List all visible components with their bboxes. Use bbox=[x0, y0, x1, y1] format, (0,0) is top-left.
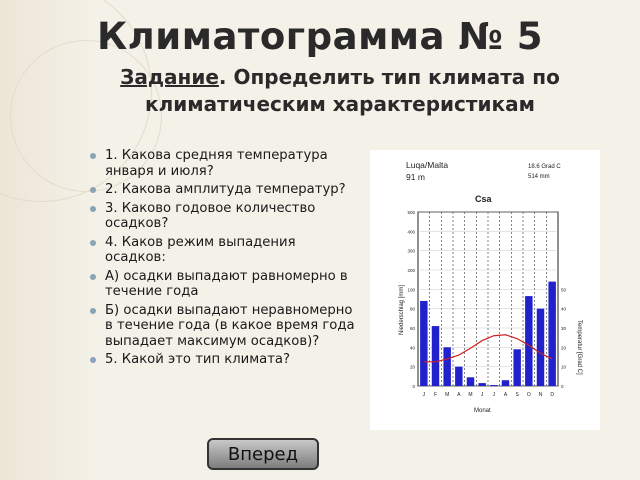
annual-precipitation: 514 mm bbox=[528, 174, 550, 180]
slide-title: Климатограмма № 5 bbox=[96, 15, 544, 58]
question-item: 1. Какова средняя температура января и июля? bbox=[90, 148, 360, 179]
x-tick-label: O bbox=[526, 392, 531, 398]
precipitation-bar bbox=[420, 301, 427, 386]
climate-chart bbox=[370, 150, 600, 430]
precipitation-bar bbox=[548, 282, 555, 386]
question-item: 3. Каково годовое количество осадков? bbox=[90, 201, 360, 232]
annual-temperature: 18.6 Grad C bbox=[528, 164, 561, 170]
question-item: 5. Какой это тип климата? bbox=[90, 352, 360, 368]
question-item: 4. Каков режим выпадения осадков: bbox=[90, 235, 360, 266]
precipitation-bar bbox=[490, 385, 497, 386]
x-tick-label: A bbox=[457, 392, 461, 398]
precipitation-bar bbox=[502, 380, 509, 386]
task-text: . Определить тип климата по климатическим характеристикам bbox=[145, 65, 560, 116]
precipitation-bar bbox=[432, 326, 439, 386]
y2-tick-label: 50 bbox=[561, 287, 567, 293]
precipitation-bar bbox=[513, 349, 520, 386]
climate-chart-svg bbox=[370, 150, 600, 430]
x-tick-label: M bbox=[468, 392, 473, 398]
y2-tick-label: 40 bbox=[561, 306, 567, 312]
precipitation-bar bbox=[467, 377, 474, 386]
question-list bbox=[90, 148, 360, 371]
y-tick-label: 300 bbox=[407, 248, 415, 254]
precipitation-bar bbox=[455, 367, 462, 386]
x-tick-label: J bbox=[480, 392, 484, 398]
x-tick-label: M bbox=[445, 392, 450, 398]
precipitation-bar bbox=[443, 347, 450, 386]
x-tick-label: D bbox=[550, 392, 554, 398]
y-tick-label: 0 bbox=[412, 384, 415, 389]
y2-tick-label: 20 bbox=[561, 345, 567, 351]
x-tick-label: J bbox=[492, 392, 496, 398]
y2-tick-label: 0 bbox=[561, 384, 564, 389]
y2-tick-label: 10 bbox=[561, 364, 567, 370]
y-tick-label: 80 bbox=[409, 306, 415, 312]
x-tick-label: N bbox=[538, 392, 543, 398]
x-axis-label: Monat bbox=[474, 408, 491, 414]
y2-tick-label: 30 bbox=[561, 326, 567, 331]
y2-axis-label: Temperatur [Grad C] bbox=[576, 320, 582, 375]
station-name: Luqa/Malta bbox=[406, 160, 449, 170]
y-tick-label: 400 bbox=[407, 229, 415, 235]
task-label: Задание bbox=[120, 65, 219, 89]
x-tick-label: F bbox=[433, 392, 438, 398]
station-elevation: 91 m bbox=[406, 172, 425, 182]
precipitation-bar bbox=[525, 296, 532, 386]
x-tick-label: A bbox=[503, 392, 508, 398]
y-tick-label: 500 bbox=[407, 210, 415, 215]
y-axis-label: Niederschlag [mm] bbox=[399, 284, 405, 335]
y-tick-label: 20 bbox=[409, 364, 415, 370]
chart-title: Csa bbox=[475, 194, 492, 204]
y-tick-label: 100 bbox=[407, 287, 415, 293]
question-item: А) осадки выпадают равномерно в течение года bbox=[90, 269, 360, 300]
precipitation-bar bbox=[537, 309, 544, 386]
y-tick-label: 40 bbox=[409, 345, 415, 351]
y-tick-label: 60 bbox=[409, 326, 415, 331]
task-statement bbox=[70, 64, 610, 118]
precipitation-bar bbox=[478, 383, 485, 386]
question-item: Б) осадки выпадают неравномерно в течение года (в какое время года выпадает максимум осадков)? bbox=[90, 303, 360, 350]
y-tick-label: 200 bbox=[407, 268, 415, 273]
next-button[interactable]: Вперед bbox=[207, 438, 319, 470]
x-tick-label: S bbox=[515, 392, 519, 398]
x-tick-label: J bbox=[422, 392, 426, 398]
question-item: 2. Какова амплитуда температур? bbox=[90, 182, 360, 198]
